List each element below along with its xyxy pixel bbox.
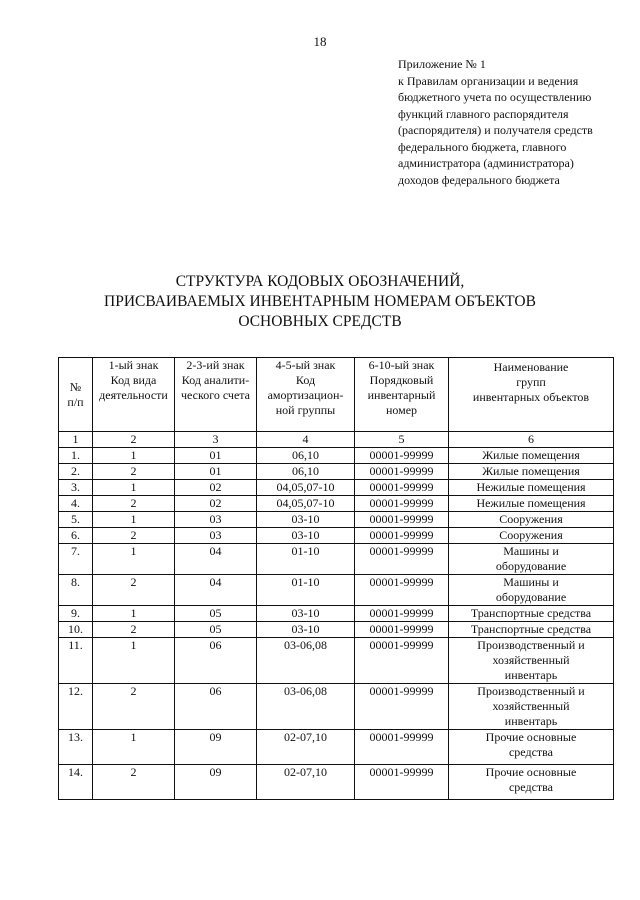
- cell-inventory-number: 00001-99999: [355, 638, 449, 684]
- appendix-line: Приложение № 1: [398, 57, 486, 71]
- column-index-row: [59, 432, 614, 448]
- document-title: [0, 272, 640, 332]
- cell-inventory-number: 00001-99999: [355, 575, 449, 606]
- cell-inventory-number: 00001-99999: [355, 606, 449, 622]
- header-num-line: п/п: [67, 394, 84, 409]
- cell-group-name-line: Производственный и: [477, 684, 585, 698]
- cell-group-name-line: Нежилые помещения: [476, 496, 586, 510]
- cell-group-name: [449, 464, 614, 480]
- cell-activity-code: 1: [93, 480, 175, 496]
- cell-number: 10.: [59, 622, 93, 638]
- cell-group-name: [449, 638, 614, 684]
- table-row: [59, 606, 614, 622]
- appendix-line: администратора (администратора): [398, 156, 574, 170]
- appendix-line: функций главного распорядителя: [398, 106, 569, 121]
- cell-account-code: 05: [175, 622, 257, 638]
- header-name-line: групп: [516, 375, 546, 389]
- header-num: [59, 358, 93, 432]
- table-row: [59, 480, 614, 496]
- cell-group-name-line: оборудование: [495, 559, 567, 573]
- table-body: [59, 358, 614, 800]
- title-line: ОСНОВНЫХ СРЕДСТВ: [238, 313, 402, 330]
- column-index: 4: [257, 432, 355, 448]
- cell-activity-code: 2: [93, 528, 175, 544]
- cell-group-name-line: хозяйственный: [492, 699, 570, 713]
- cell-inventory-number: 00001-99999: [355, 684, 449, 730]
- cell-inventory-number: 00001-99999: [355, 622, 449, 638]
- cell-number: 14.: [59, 765, 93, 800]
- table-row: [59, 448, 614, 464]
- cell-inventory-number: 00001-99999: [355, 448, 449, 464]
- cell-inventory-number: 00001-99999: [355, 464, 449, 480]
- cell-amortization-group: 03-10: [257, 622, 355, 638]
- cell-activity-code: 1: [93, 606, 175, 622]
- cell-group-name-line: Прочие основные: [485, 730, 577, 744]
- cell-group-name-line: Сооружения: [499, 512, 563, 526]
- cell-number: 1.: [59, 448, 93, 464]
- cell-activity-code: 1: [93, 638, 175, 684]
- header-sign-1: 1-ый знак: [93, 358, 175, 374]
- cell-group-name-line: Машины и: [503, 575, 559, 589]
- cell-group-name: [449, 512, 614, 528]
- cell-amortization-group: 03-10: [257, 528, 355, 544]
- header-inventory: [355, 373, 449, 432]
- appendix-line: федерального бюджета, главного: [398, 139, 567, 154]
- header-row-top: [59, 358, 614, 374]
- appendix-line: (распорядителя) и получателя средств: [398, 123, 593, 137]
- table-row: [59, 544, 614, 575]
- header-inventory-line: инвентарный: [367, 388, 436, 402]
- header-num-line: №: [69, 379, 82, 394]
- cell-group-name: [449, 606, 614, 622]
- cell-number: 7.: [59, 544, 93, 575]
- table-row: [59, 765, 614, 800]
- header-name-line: инвентарных объектов: [472, 390, 590, 404]
- cell-number: 12.: [59, 684, 93, 730]
- cell-group-name-line: инвентарь: [504, 714, 558, 728]
- cell-account-code: 02: [175, 480, 257, 496]
- cell-amortization-group: 03-06,08: [257, 684, 355, 730]
- table-row: [59, 464, 614, 480]
- cell-group-name-line: Прочие основные: [485, 765, 577, 779]
- header-amort-line: Код: [295, 373, 316, 387]
- cell-amortization-group: 04,05,07-10: [257, 496, 355, 512]
- appendix-note: [398, 56, 628, 188]
- header-activity: [93, 373, 175, 432]
- cell-activity-code: 1: [93, 512, 175, 528]
- cell-account-code: 05: [175, 606, 257, 622]
- cell-group-name-line: средства: [508, 780, 553, 794]
- table-row: [59, 638, 614, 684]
- cell-number: 3.: [59, 480, 93, 496]
- cell-group-name: [449, 528, 614, 544]
- cell-group-name: [449, 765, 614, 800]
- cell-activity-code: 1: [93, 544, 175, 575]
- cell-amortization-group: 03-10: [257, 512, 355, 528]
- cell-number: 4.: [59, 496, 93, 512]
- appendix-line: доходов федерального бюджета: [398, 172, 560, 187]
- cell-inventory-number: 00001-99999: [355, 496, 449, 512]
- header-name: [449, 358, 614, 432]
- cell-group-name: [449, 730, 614, 765]
- cell-account-code: 04: [175, 575, 257, 606]
- table-row: [59, 730, 614, 765]
- column-index: 5: [355, 432, 449, 448]
- cell-group-name-line: Нежилые помещения: [476, 480, 586, 494]
- table-row: [59, 528, 614, 544]
- cell-group-name: [449, 684, 614, 730]
- column-index: 6: [449, 432, 614, 448]
- cell-activity-code: 2: [93, 765, 175, 800]
- cell-group-name: [449, 496, 614, 512]
- cell-group-name: [449, 575, 614, 606]
- cell-account-code: 04: [175, 544, 257, 575]
- cell-account-code: 09: [175, 765, 257, 800]
- header-sign-2-3: 2-3-ий знак: [175, 358, 257, 374]
- header-analytic-line: Код аналити-: [181, 373, 250, 387]
- cell-number: 9.: [59, 606, 93, 622]
- header-name-line: Наименование: [493, 360, 569, 374]
- cell-number: 5.: [59, 512, 93, 528]
- header-activity-line: Код вида: [110, 373, 157, 387]
- header-amort: [257, 373, 355, 432]
- cell-number: 8.: [59, 575, 93, 606]
- appendix-line: бюджетного учета по осуществлению: [398, 90, 592, 104]
- cell-activity-code: 2: [93, 464, 175, 480]
- header-amort-line: амортизацион-: [267, 388, 344, 402]
- table-row: [59, 575, 614, 606]
- cell-inventory-number: 00001-99999: [355, 544, 449, 575]
- cell-inventory-number: 00001-99999: [355, 512, 449, 528]
- appendix-line: к Правилам организации и ведения: [398, 73, 579, 88]
- column-index: 3: [175, 432, 257, 448]
- cell-group-name-line: Машины и: [503, 544, 559, 558]
- cell-account-code: 01: [175, 464, 257, 480]
- cell-group-name-line: Сооружения: [499, 528, 563, 542]
- cell-number: 6.: [59, 528, 93, 544]
- header-analytic: [175, 373, 257, 432]
- cell-amortization-group: 06,10: [257, 448, 355, 464]
- cell-group-name-line: Жилые помещения: [482, 464, 580, 478]
- header-activity-line: деятельности: [99, 388, 168, 402]
- cell-inventory-number: 00001-99999: [355, 730, 449, 765]
- header-inventory-line: номер: [385, 403, 418, 417]
- column-index: 2: [93, 432, 175, 448]
- cell-group-name: [449, 480, 614, 496]
- cell-group-name-line: Жилые помещения: [482, 448, 580, 462]
- table-row: [59, 684, 614, 730]
- cell-account-code: 03: [175, 512, 257, 528]
- cell-account-code: 03: [175, 528, 257, 544]
- cell-account-code: 06: [175, 638, 257, 684]
- cell-account-code: 06: [175, 684, 257, 730]
- header-inventory-line: Порядковый: [369, 373, 434, 387]
- cell-amortization-group: 01-10: [257, 544, 355, 575]
- header-analytic-line: ческого счета: [181, 388, 250, 402]
- cell-number: 2.: [59, 464, 93, 480]
- table-row: [59, 622, 614, 638]
- cell-group-name-line: Производственный и: [477, 638, 585, 652]
- page-number: 18: [313, 34, 327, 49]
- cell-amortization-group: 04,05,07-10: [257, 480, 355, 496]
- cell-amortization-group: 06,10: [257, 464, 355, 480]
- cell-account-code: 01: [175, 448, 257, 464]
- cell-group-name-line: Транспортные средства: [470, 622, 592, 636]
- cell-activity-code: 1: [93, 730, 175, 765]
- cell-group-name-line: инвентарь: [504, 668, 558, 682]
- cell-group-name: [449, 544, 614, 575]
- cell-group-name-line: Транспортные средства: [470, 606, 592, 620]
- cell-group-name-line: хозяйственный: [492, 653, 570, 667]
- cell-inventory-number: 00001-99999: [355, 528, 449, 544]
- title-line: СТРУКТУРА КОДОВЫХ ОБОЗНАЧЕНИЙ,: [175, 273, 465, 290]
- cell-activity-code: 2: [93, 684, 175, 730]
- cell-amortization-group: 01-10: [257, 575, 355, 606]
- header-sign-6-10: 6-10-ый знак: [355, 358, 449, 374]
- cell-amortization-group: 03-10: [257, 606, 355, 622]
- header-sign-4-5: 4-5-ый знак: [257, 358, 355, 374]
- cell-account-code: 02: [175, 496, 257, 512]
- cell-activity-code: 2: [93, 496, 175, 512]
- cell-activity-code: 2: [93, 622, 175, 638]
- cell-group-name-line: средства: [508, 745, 553, 759]
- table-row: [59, 512, 614, 528]
- column-index: 1: [59, 432, 93, 448]
- cell-amortization-group: 02-07,10: [257, 765, 355, 800]
- cell-amortization-group: 02-07,10: [257, 730, 355, 765]
- header-amort-line: ной группы: [275, 403, 336, 417]
- cell-activity-code: 2: [93, 575, 175, 606]
- cell-group-name: [449, 622, 614, 638]
- table-row: [59, 496, 614, 512]
- title-line: ПРИСВАИВАЕМЫХ ИНВЕНТАРНЫМ НОМЕРАМ ОБЪЕКТОВ: [104, 293, 536, 310]
- cell-inventory-number: 00001-99999: [355, 765, 449, 800]
- cell-account-code: 09: [175, 730, 257, 765]
- code-structure-table: [58, 357, 614, 800]
- cell-number: 11.: [59, 638, 93, 684]
- cell-group-name-line: оборудование: [495, 590, 567, 604]
- cell-activity-code: 1: [93, 448, 175, 464]
- cell-number: 13.: [59, 730, 93, 765]
- cell-group-name: [449, 448, 614, 464]
- cell-inventory-number: 00001-99999: [355, 480, 449, 496]
- cell-amortization-group: 03-06,08: [257, 638, 355, 684]
